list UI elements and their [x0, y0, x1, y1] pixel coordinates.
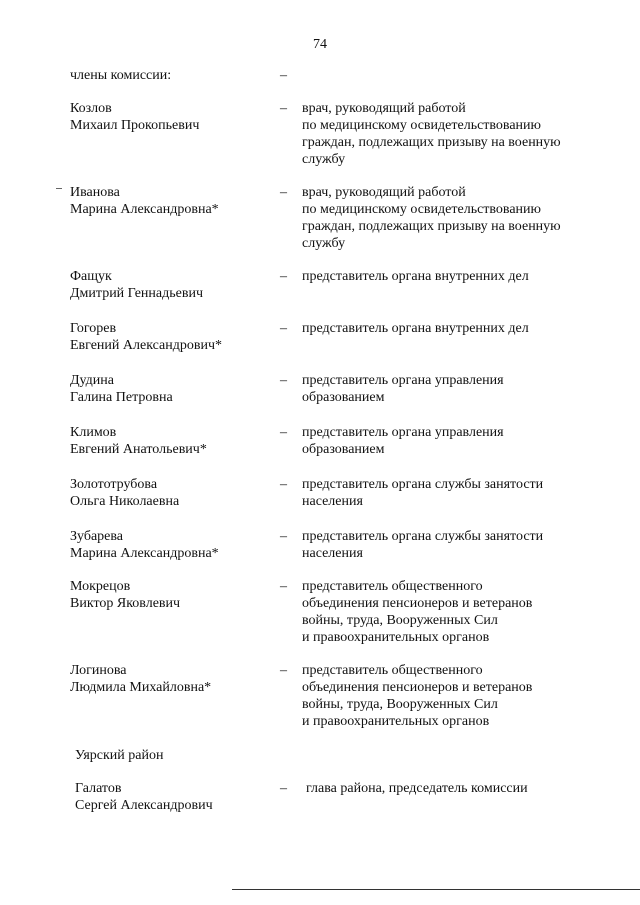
member-name: [70, 476, 275, 510]
member-given-name: Сергей Александрович: [75, 798, 213, 813]
entry-dash: –: [280, 425, 287, 440]
member-role: представитель общественного объединения пенсионеров и ветеранов войны, труда, Вооруженных Сил и правоохранительных органов: [302, 663, 533, 729]
members-dash: –: [280, 68, 287, 83]
member-given-name: Марина Александровна*: [70, 202, 219, 217]
member-surname: Зубарева: [70, 529, 124, 544]
entry-dash: –: [280, 663, 287, 678]
member-name: [70, 184, 275, 218]
entry-dash: –: [280, 373, 287, 388]
member-role: врач, руководящий работой по медицинскому освидетельствованию граждан, подлежащих призыву на военную службу: [302, 185, 561, 251]
member-role: представитель общественного объединения пенсионеров и ветеранов войны, труда, Вооруженных Сил и правоохранительных органов: [302, 579, 533, 645]
member-role: представитель органа службы занятости населения: [302, 529, 544, 561]
entry-dash: –: [280, 101, 287, 116]
member-surname: Гогорев: [70, 321, 117, 336]
member-name: [70, 268, 275, 302]
member-given-name: Ольга Николаевна: [70, 494, 180, 509]
member-name: [70, 578, 275, 612]
member-name: [70, 424, 275, 458]
member-name: [70, 372, 275, 406]
member-role: представитель органа внутренних дел: [302, 321, 529, 336]
member-surname: Иванова: [70, 185, 120, 200]
entry-dash: –: [280, 781, 287, 796]
member-role: представитель органа внутренних дел: [302, 269, 529, 284]
member-role: представитель органа службы занятости населения: [302, 477, 544, 509]
member-given-name: Марина Александровна*: [70, 546, 219, 561]
bottom-rule: [232, 889, 640, 890]
member-given-name: Михаил Прокопьевич: [70, 118, 200, 133]
district-title: Уярский район: [75, 748, 164, 763]
member-name: [75, 780, 280, 814]
entry-dash: –: [280, 185, 287, 200]
entry-dash: –: [280, 269, 287, 284]
member-role: глава района, председатель комиссии: [306, 781, 528, 796]
member-surname: Дудина: [70, 373, 114, 388]
member-surname: Логинова: [70, 663, 127, 678]
member-surname: Галатов: [75, 781, 122, 796]
page-number: 74: [313, 37, 327, 52]
member-given-name: Людмила Михайловна*: [70, 680, 212, 695]
entry-dash: –: [280, 529, 287, 544]
entry-dash: –: [280, 321, 287, 336]
member-name: [70, 320, 275, 354]
member-surname: Золототрубова: [70, 477, 158, 492]
entry-dash: –: [280, 579, 287, 594]
member-given-name: Виктор Яковлевич: [70, 596, 181, 611]
member-name: [70, 662, 275, 696]
member-name: [70, 100, 275, 134]
stray-mark: [56, 188, 62, 189]
member-role: представитель органа управления образованием: [302, 373, 504, 405]
member-given-name: Евгений Анатольевич*: [70, 442, 207, 457]
member-given-name: Галина Петровна: [70, 390, 173, 405]
member-given-name: Евгений Александрович*: [70, 338, 223, 353]
members-label: члены комиссии:: [70, 68, 172, 83]
member-surname: Козлов: [70, 101, 112, 116]
member-name: [70, 528, 275, 562]
member-surname: Климов: [70, 425, 117, 440]
member-surname: Мокрецов: [70, 579, 131, 594]
member-role: врач, руководящий работой по медицинскому освидетельствованию граждан, подлежащих призыву на военную службу: [302, 101, 561, 167]
member-role: представитель органа управления образованием: [302, 425, 504, 457]
member-surname: Фащук: [70, 269, 112, 284]
entry-dash: –: [280, 477, 287, 492]
member-given-name: Дмитрий Геннадьевич: [70, 286, 203, 301]
